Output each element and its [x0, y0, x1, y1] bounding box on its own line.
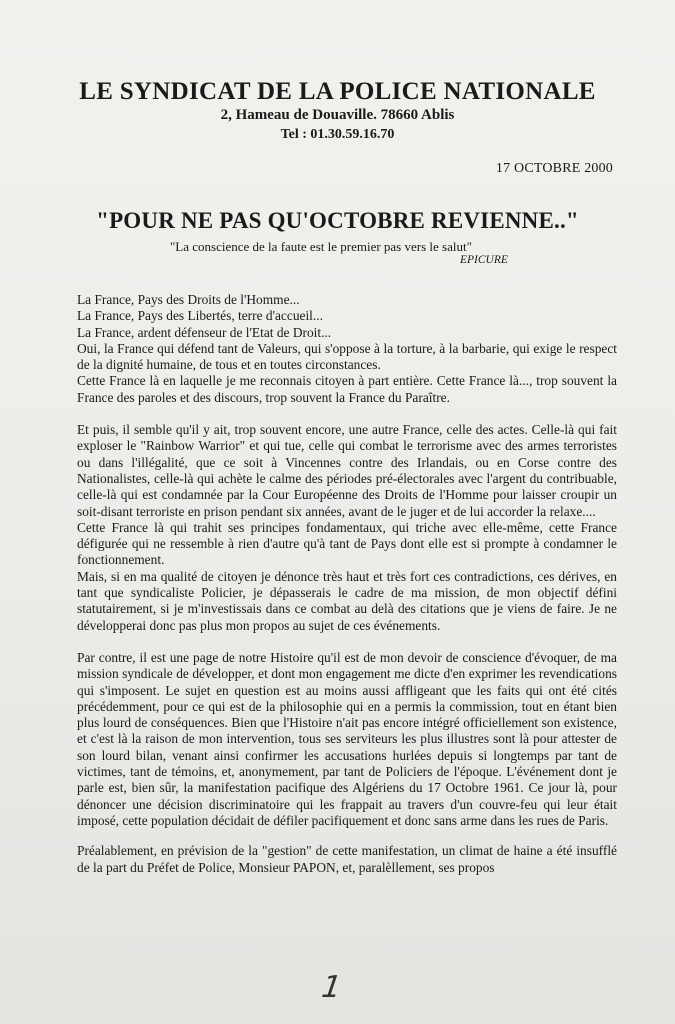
paragraph-7: Préalablement, en prévision de la "gestion" de cette manifestation, un climat de haine a été insufflé de la part du Préfet de Police, Monsieur PAPON, et, paralèllement, ses propos — [77, 843, 617, 875]
letterhead — [0, 78, 675, 144]
organization-address: 2, Hameau de Douaville. 78660 Ablis — [220, 107, 455, 123]
document-headline: "POUR NE PAS QU'OCTOBRE REVIENNE.." — [96, 208, 579, 233]
letter-body — [77, 292, 617, 876]
paragraph-2: Cette France là en laquelle je me reconnais citoyen à part entière. Cette France là..., trop souvent la France des paroles et des discours, trop souvent la France du Paraître. — [77, 373, 617, 405]
paragraph-1: Oui, la France qui défend tant de Valeurs, qui s'oppose à la torture, à la barbarie, qui exige le respect de la dignité humaine, de tous et en toutes circonstances. — [77, 340, 617, 373]
paragraph-3: Et puis, il semble qu'il y ait, trop souvent encore, une autre France, celle des actes. Celle-là qui fait exploser le "Rainbow Warrior" et qui tue, celle qui combat le terrorisme avec des armes terroristes ou dans l'illégalité, que ce soit à Vincennes contre des Irlandais, ou en Corse contre des Nationalistes, celle-là qui achète le calme des périodes pré-électorales avec l'argent du contribuable, celle-là qui est condamnée par la Cour Européenne des Droits de l'Homme pour laisser croupir un soit-disant terroriste en prison pendant six années, avant de le juger et de lui accorder la relaxe.... — [77, 422, 617, 519]
intro-line: La France, Pays des Droits de l'Homme... — [77, 292, 300, 307]
intro-line: La France, Pays des Libertés, terre d'accueil... — [77, 308, 323, 324]
paragraph-6: Par contre, il est une page de notre Histoire qu'il est de mon devoir de conscience d'évoquer, de ma mission syndicale de développer, et dont mon engagement me dicte d'en exprimer les revendications qui s'imposent. Le sujet en question est au moins aussi affligeant que les faits qui ont été cités précédemment, pour ce qui est de la philosophie qui en a permis la commission, tout en étant bien plus lourd de conséquences. Bien que l'Histoire n'ait pas encore intégré officiellement son existence, et c'est là la raison de mon intervention, tous ses serviteurs les plus illustres sont là pour attester de son lourd bilan, venant ainsi confirmer les accusations hurlées depuis si longtemps par tant de victimes, tant de témoins, et, anonymement, par tant de Policiers de l'époque. L'événement dont je parle est, bien sûr, la manifestation pacifique des Algériens du 17 Octobre 1961. Ce jour là, pour dénoncer une décision discriminatoire qui les frappait au travers d'un couvre-feu qui leur était imposé, cette population décidait de défiler pacifiquement et donc sans arme dans les rues de Paris. — [77, 649, 617, 828]
epigraph-author: EPICURE — [460, 254, 508, 266]
paragraph-4: Cette France là qui trahit ses principes fondamentaux, qui triche avec elle-même, cette France défigurée qui ne ressemble à rien d'autre qu'à tant de Pays dont elle est si prompte à condamner le fonctionnement. — [77, 519, 617, 568]
intro-line: La France, ardent défenseur de l'Etat de Droit... — [77, 324, 332, 340]
document-date: 17 OCTOBRE 2000 — [495, 161, 613, 176]
paragraph-5: Mais, si en ma qualité de citoyen je dénonce très haut et très fort ces contradictions, ces dérives, en tant que syndicaliste Policier, je dépasserais le cadre de ma mission, de mon objectif défini statutairement, si je m'investissais dans ce combat au delà des citations que je viens de faire. Je ne développerai donc pas plus mon propos au sujet de ces événements. — [77, 568, 617, 633]
organization-phone: Tel : 01.30.59.16.70 — [280, 127, 395, 142]
epigraph-quote: "La conscience de la faute est le premier pas vers le salut" — [170, 239, 472, 254]
organization-name: LE SYNDICAT DE LA POLICE NATIONALE — [79, 78, 596, 105]
page-number: 1 — [319, 970, 344, 1005]
